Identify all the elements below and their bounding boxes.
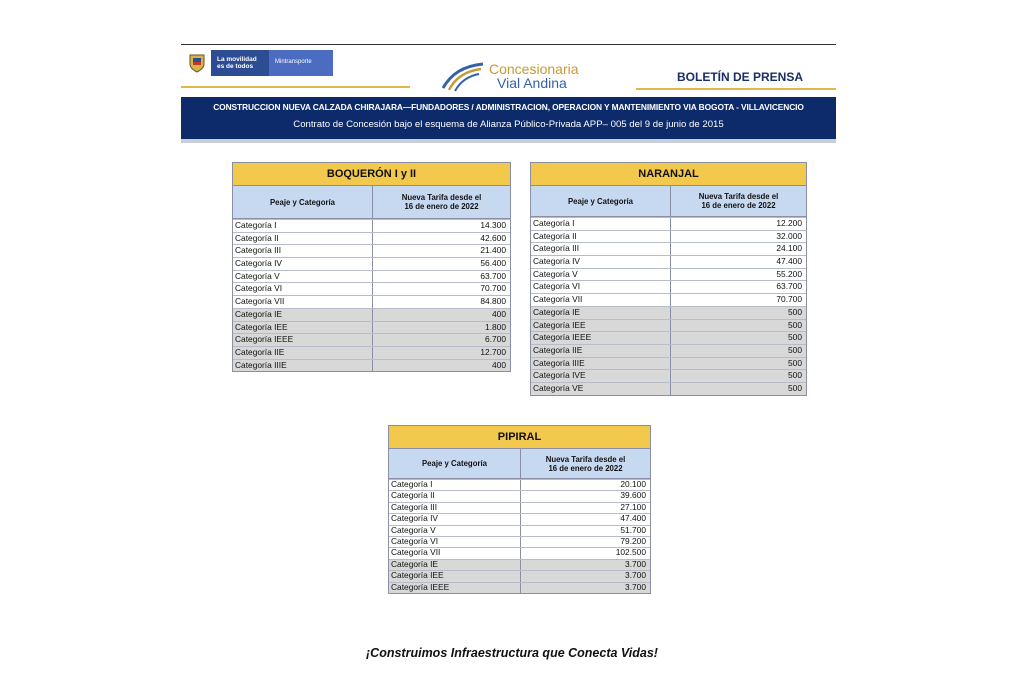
gov-logo-line1: La movilidad	[217, 56, 257, 63]
category-cell: Categoría VII	[389, 548, 521, 558]
government-logo	[187, 50, 333, 76]
rate-cell: 500	[788, 319, 802, 330]
table-pipiral	[388, 425, 651, 594]
table-header	[389, 449, 650, 479]
table-naranjal	[530, 162, 807, 396]
rate-cell: 63.700	[480, 270, 506, 281]
category-cell: Categoría IIE	[233, 347, 373, 359]
rate-cell: 55.200	[776, 268, 802, 279]
left-gold-rule	[181, 86, 410, 88]
category-cell: Categoría IIIE	[531, 358, 671, 370]
footer-slogan: ¡Construimos Infraestructura que Conecta Vidas!	[366, 646, 658, 660]
table-row	[233, 282, 510, 295]
table-row	[531, 242, 806, 255]
column-header-new-rate-line1: Nueva Tarifa desde el	[698, 192, 779, 201]
table-row	[531, 331, 806, 344]
table-row	[233, 219, 510, 232]
category-cell: Categoría I	[531, 218, 671, 230]
contract-subtitle: Contrato de Concesión bajo el esquema de Alianza Público-Privada APP– 005 del 9 de junio de 2015	[293, 119, 724, 130]
table-row	[531, 369, 806, 382]
table-row	[389, 525, 650, 536]
column-header-new-rate	[373, 186, 510, 218]
vial-andina-swoosh-icon	[441, 60, 485, 92]
rate-cell: 500	[788, 382, 802, 393]
brand-line1: Concesionaria	[489, 61, 579, 77]
press-bulletin-label: BOLETÍN DE PRENSA	[676, 70, 803, 84]
rate-cell: 47.400	[620, 513, 646, 524]
rate-cell: 500	[788, 344, 802, 355]
category-cell: Categoría VII	[531, 294, 671, 306]
category-cell: Categoría II	[389, 491, 521, 501]
table-row	[233, 359, 510, 372]
column-header-toll-category: Peaje y Categoría	[233, 186, 373, 218]
column-header-new-rate	[521, 449, 650, 478]
column-header-new-rate-line2: 16 de enero de 2022	[701, 201, 776, 210]
table-row	[389, 570, 650, 581]
rate-cell: 6.700	[485, 334, 506, 345]
table-row	[531, 357, 806, 370]
table-title	[389, 426, 650, 449]
category-cell: Categoría I	[233, 220, 373, 232]
table-row	[389, 479, 650, 490]
table-row	[233, 321, 510, 334]
rate-cell: 63.700	[776, 281, 802, 292]
rate-cell: 42.600	[480, 232, 506, 243]
table-row	[233, 295, 510, 308]
category-cell: Categoría II	[233, 233, 373, 245]
table-title-text: NARANJAL	[638, 168, 699, 180]
category-cell: Categoría I	[389, 480, 521, 490]
project-title: CONSTRUCCION NUEVA CALZADA CHIRAJARA—FUNDADORES / ADMINISTRACION, OPERACION Y MANTENIMIENTO VIA BOGOTA - VILLAVICENCIO	[213, 102, 804, 112]
table-row	[233, 308, 510, 321]
table-header	[531, 186, 806, 217]
rate-cell: 102.500	[615, 547, 646, 558]
brand-line2: Vial Andina	[497, 75, 567, 91]
rate-cell: 14.300	[480, 220, 506, 230]
category-cell: Categoría III	[531, 243, 671, 255]
category-cell: Categoría IV	[233, 258, 373, 270]
rate-cell: 500	[788, 306, 802, 317]
table-row	[531, 319, 806, 332]
category-cell: Categoría IEE	[233, 322, 373, 334]
table-row	[531, 344, 806, 357]
table-row	[531, 230, 806, 243]
table-row	[233, 270, 510, 283]
rate-cell: 70.700	[480, 283, 506, 294]
category-cell: Categoría VII	[233, 296, 373, 308]
table-row	[531, 293, 806, 306]
rate-cell: 79.200	[620, 535, 646, 546]
rate-cell: 21.400	[480, 245, 506, 256]
column-header-toll-category: Peaje y Categoría	[531, 186, 671, 216]
table-row	[531, 280, 806, 293]
brand-logo	[441, 60, 579, 92]
gov-logo-line2: es de todos	[217, 63, 254, 70]
top-rule	[181, 44, 836, 45]
table-boqueron	[232, 162, 511, 372]
table-row	[233, 257, 510, 270]
column-header-new-rate	[671, 186, 806, 216]
table-row	[389, 547, 650, 558]
gov-logo-slogan	[211, 50, 269, 76]
category-cell: Categoría V	[531, 269, 671, 281]
right-gold-rule	[636, 88, 836, 90]
category-cell: Categoría IIIE	[233, 360, 373, 372]
table-row	[233, 333, 510, 346]
column-header-new-rate-line1: Nueva Tarifa desde el	[401, 193, 482, 202]
category-cell: Categoría VI	[531, 281, 671, 293]
category-cell: Categoría VI	[233, 283, 373, 295]
rate-cell: 84.800	[480, 296, 506, 307]
table-row	[531, 255, 806, 268]
category-cell: Categoría IV	[531, 256, 671, 268]
category-cell: Categoría IE	[389, 560, 521, 570]
table-body	[389, 479, 650, 593]
project-band	[181, 97, 836, 139]
table-row	[389, 582, 650, 593]
rate-cell: 27.100	[620, 501, 646, 512]
rate-cell: 70.700	[776, 294, 802, 305]
category-cell: Categoría III	[233, 245, 373, 257]
column-header-new-rate-line2: 16 de enero de 2022	[548, 463, 623, 473]
rate-cell: 39.600	[620, 490, 646, 501]
category-cell: Categoría IVE	[531, 370, 671, 382]
rate-cell: 500	[788, 332, 802, 343]
rate-cell: 3.700	[625, 570, 646, 581]
table-row	[531, 268, 806, 281]
table-title	[233, 163, 510, 186]
rate-cell: 400	[492, 359, 506, 370]
table-row	[389, 502, 650, 513]
table-row	[531, 306, 806, 319]
rate-cell: 3.700	[625, 581, 646, 592]
rate-cell: 47.400	[776, 256, 802, 267]
category-cell: Categoría IV	[389, 514, 521, 524]
category-cell: Categoría VI	[389, 537, 521, 547]
rate-cell: 20.100	[620, 479, 646, 489]
category-cell: Categoría IEEE	[233, 334, 373, 346]
table-body	[531, 217, 806, 395]
category-cell: Categoría II	[531, 231, 671, 243]
table-row	[233, 244, 510, 257]
rate-cell: 400	[492, 308, 506, 319]
table-title-text: PIPIRAL	[497, 431, 542, 443]
table-row	[531, 382, 806, 395]
rate-cell: 12.200	[776, 218, 802, 228]
category-cell: Categoría V	[389, 526, 521, 536]
rate-cell: 500	[788, 357, 802, 368]
rate-cell: 24.100	[776, 243, 802, 254]
rate-cell: 51.700	[620, 524, 646, 535]
rate-cell: 12.700	[480, 346, 506, 357]
band-shadow	[181, 139, 836, 143]
column-header-new-rate-line1: Nueva Tarifa desde el	[545, 454, 626, 464]
table-row	[233, 232, 510, 245]
table-body	[233, 219, 510, 371]
rate-cell: 32.000	[776, 230, 802, 241]
table-row	[389, 490, 650, 501]
category-cell: Categoría VE	[531, 383, 671, 395]
table-row	[531, 217, 806, 230]
table-header	[233, 186, 510, 219]
category-cell: Categoría IEE	[389, 571, 521, 581]
table-row	[233, 346, 510, 359]
column-header-toll-category: Peaje y Categoría	[389, 449, 521, 478]
category-cell: Categoría IIE	[531, 345, 671, 357]
category-cell: Categoría III	[389, 503, 521, 513]
coat-of-arms-icon	[187, 52, 207, 74]
rate-cell: 500	[788, 370, 802, 381]
category-cell: Categoría IEEE	[389, 583, 521, 593]
table-row	[389, 536, 650, 547]
table-row	[389, 513, 650, 524]
category-cell: Categoría IEE	[531, 320, 671, 332]
table-title-text: BOQUERÓN I y II	[326, 168, 417, 180]
rate-cell: 1.800	[485, 321, 506, 332]
column-header-new-rate-line2: 16 de enero de 2022	[404, 202, 479, 211]
category-cell: Categoría V	[233, 271, 373, 283]
table-row	[389, 559, 650, 570]
category-cell: Categoría IEEE	[531, 332, 671, 344]
category-cell: Categoría IE	[233, 309, 373, 321]
rate-cell: 3.700	[625, 558, 646, 569]
rate-cell: 56.400	[480, 258, 506, 269]
category-cell: Categoría IE	[531, 307, 671, 319]
gov-logo-ministry: Mintransporte	[269, 50, 333, 76]
table-title	[531, 163, 806, 186]
